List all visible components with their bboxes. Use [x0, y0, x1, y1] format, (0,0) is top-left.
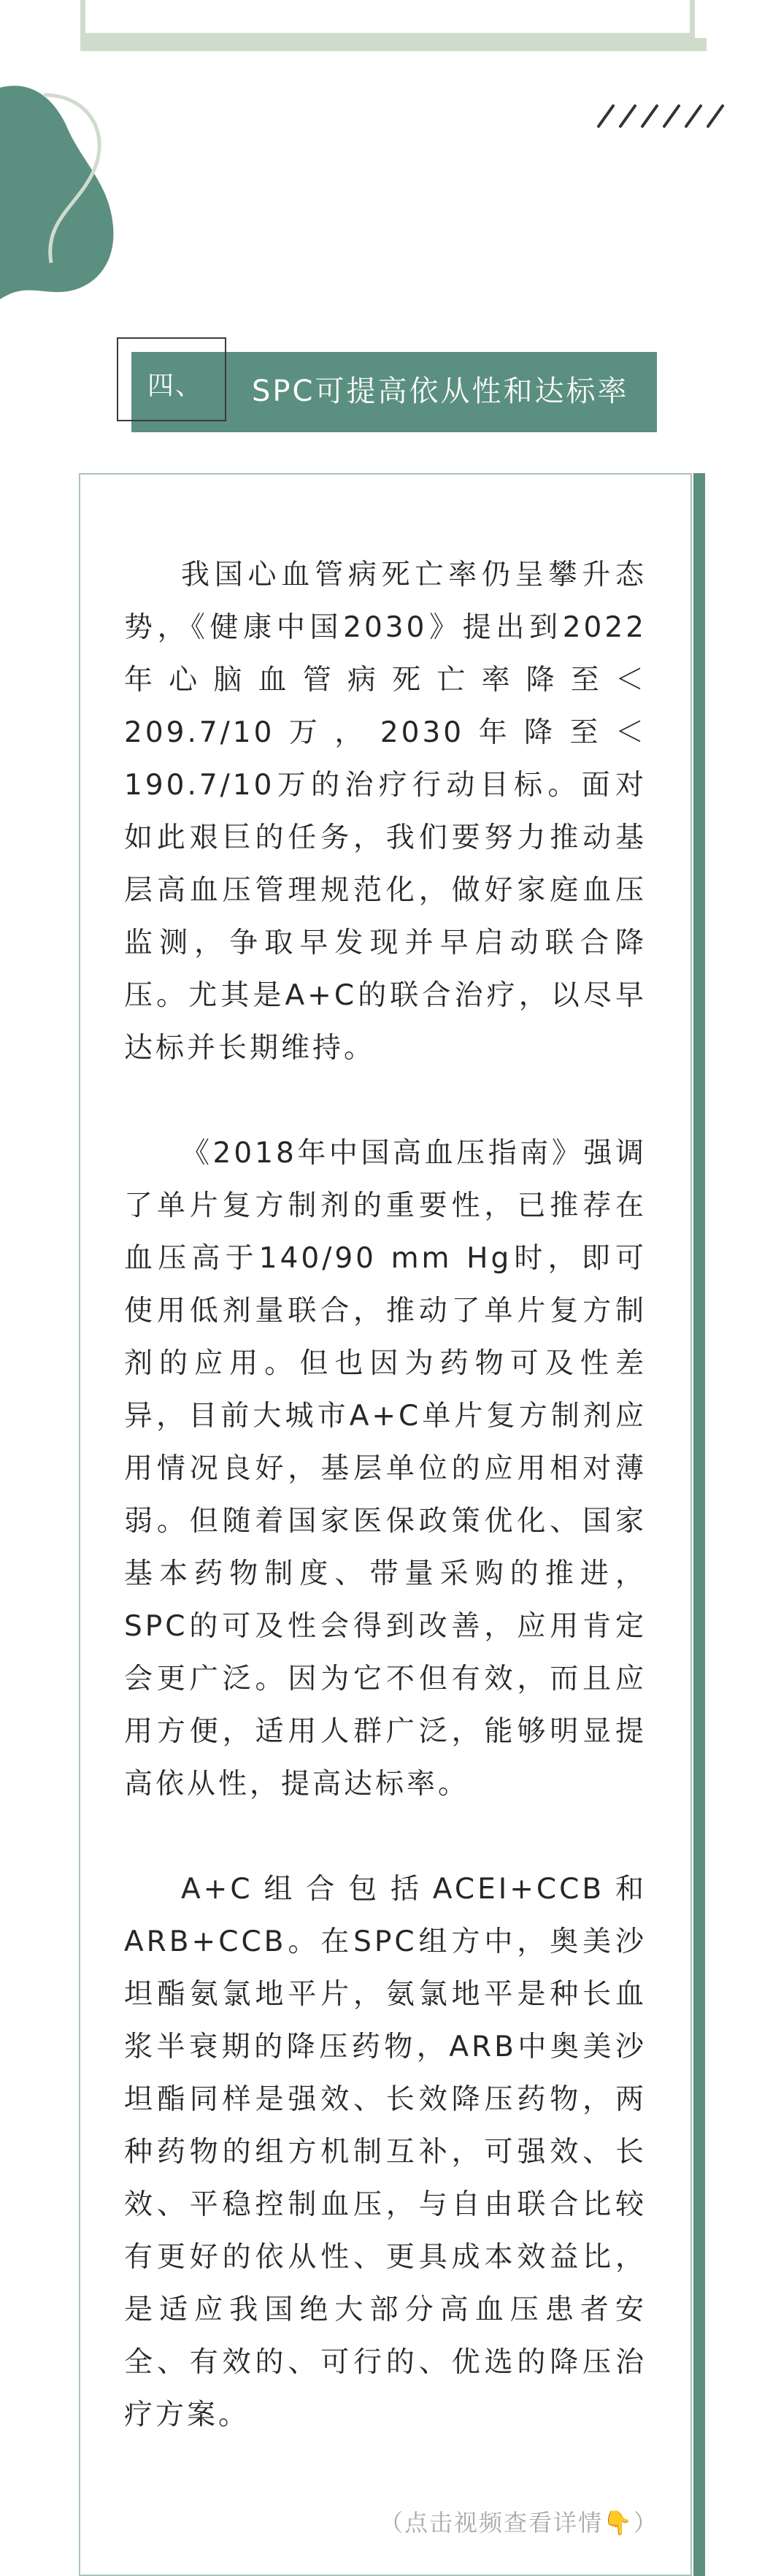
decorative-slashes — [591, 99, 737, 135]
article-paragraph: A+C组合包括ACEI+CCB和ARB+CCB。在SPC组方中，奥美沙坦酯氨氯地平片，氨氯地平是种长血浆半衰期的降压药物，ARB中奥美沙坦酯同样是强效、长效降压药物，两种药物的组方机制互补，可强效、长效、平稳控制血压，与自由联合比较有更好的依从性、更具成本效益比，是适应我国绝大部分高血压患者安全、有效的、可行的、优选的降压治疗方案。 — [124, 1873, 647, 2431]
section-number: 四、 — [147, 371, 204, 401]
pointing-down-hand-icon: 👇 — [603, 2509, 634, 2537]
section-heading — [117, 337, 657, 432]
decorative-blob — [0, 80, 146, 314]
video-caption-text: （点击视频查看详情 — [380, 2509, 604, 2537]
video-caption[interactable] — [380, 2504, 658, 2538]
section-title: SPC可提高依从性和达标率 — [252, 375, 629, 408]
article-paragraph: 《2018年中国高血压指南》强调了单片复方制剂的重要性，已推荐在血压高于140/90 mm Hg时，即可使用低剂量联合，推动了单片复方制剂的应用。但也因为药物可及性差异，目前大城市A+C单片复方制剂应用情况良好，基层单位的应用相对薄弱。但随着国家医保政策优化、国家基本药物制度、带量采购的推进，SPC的可及性会得到改善，应用肯定会更广泛。因为它不但有效，而且应用方便，适用人群广泛，能够明显提高依从性，提高达标率。 — [124, 1137, 647, 1801]
previous-card-shadow — [80, 38, 707, 51]
content-card-edge — [693, 473, 705, 2576]
article-body — [124, 549, 647, 2494]
article-paragraph: 我国心血管病死亡率仍呈攀升态势，《健康中国2030》提出到2022年心脑血管病死亡率降至＜209.7/10万，2030年降至＜190.7/10万的治疗行动目标。面对如此艰巨的任务，我们要努力推动基层高血压管理规范化，做好家庭血压监测，争取早发现并早启动联合降压。尤其是A+C的联合治疗，以尽早达标并长期维持。 — [124, 559, 647, 1065]
previous-card-bottom — [80, 0, 695, 38]
video-caption-close: ） — [633, 2509, 658, 2537]
